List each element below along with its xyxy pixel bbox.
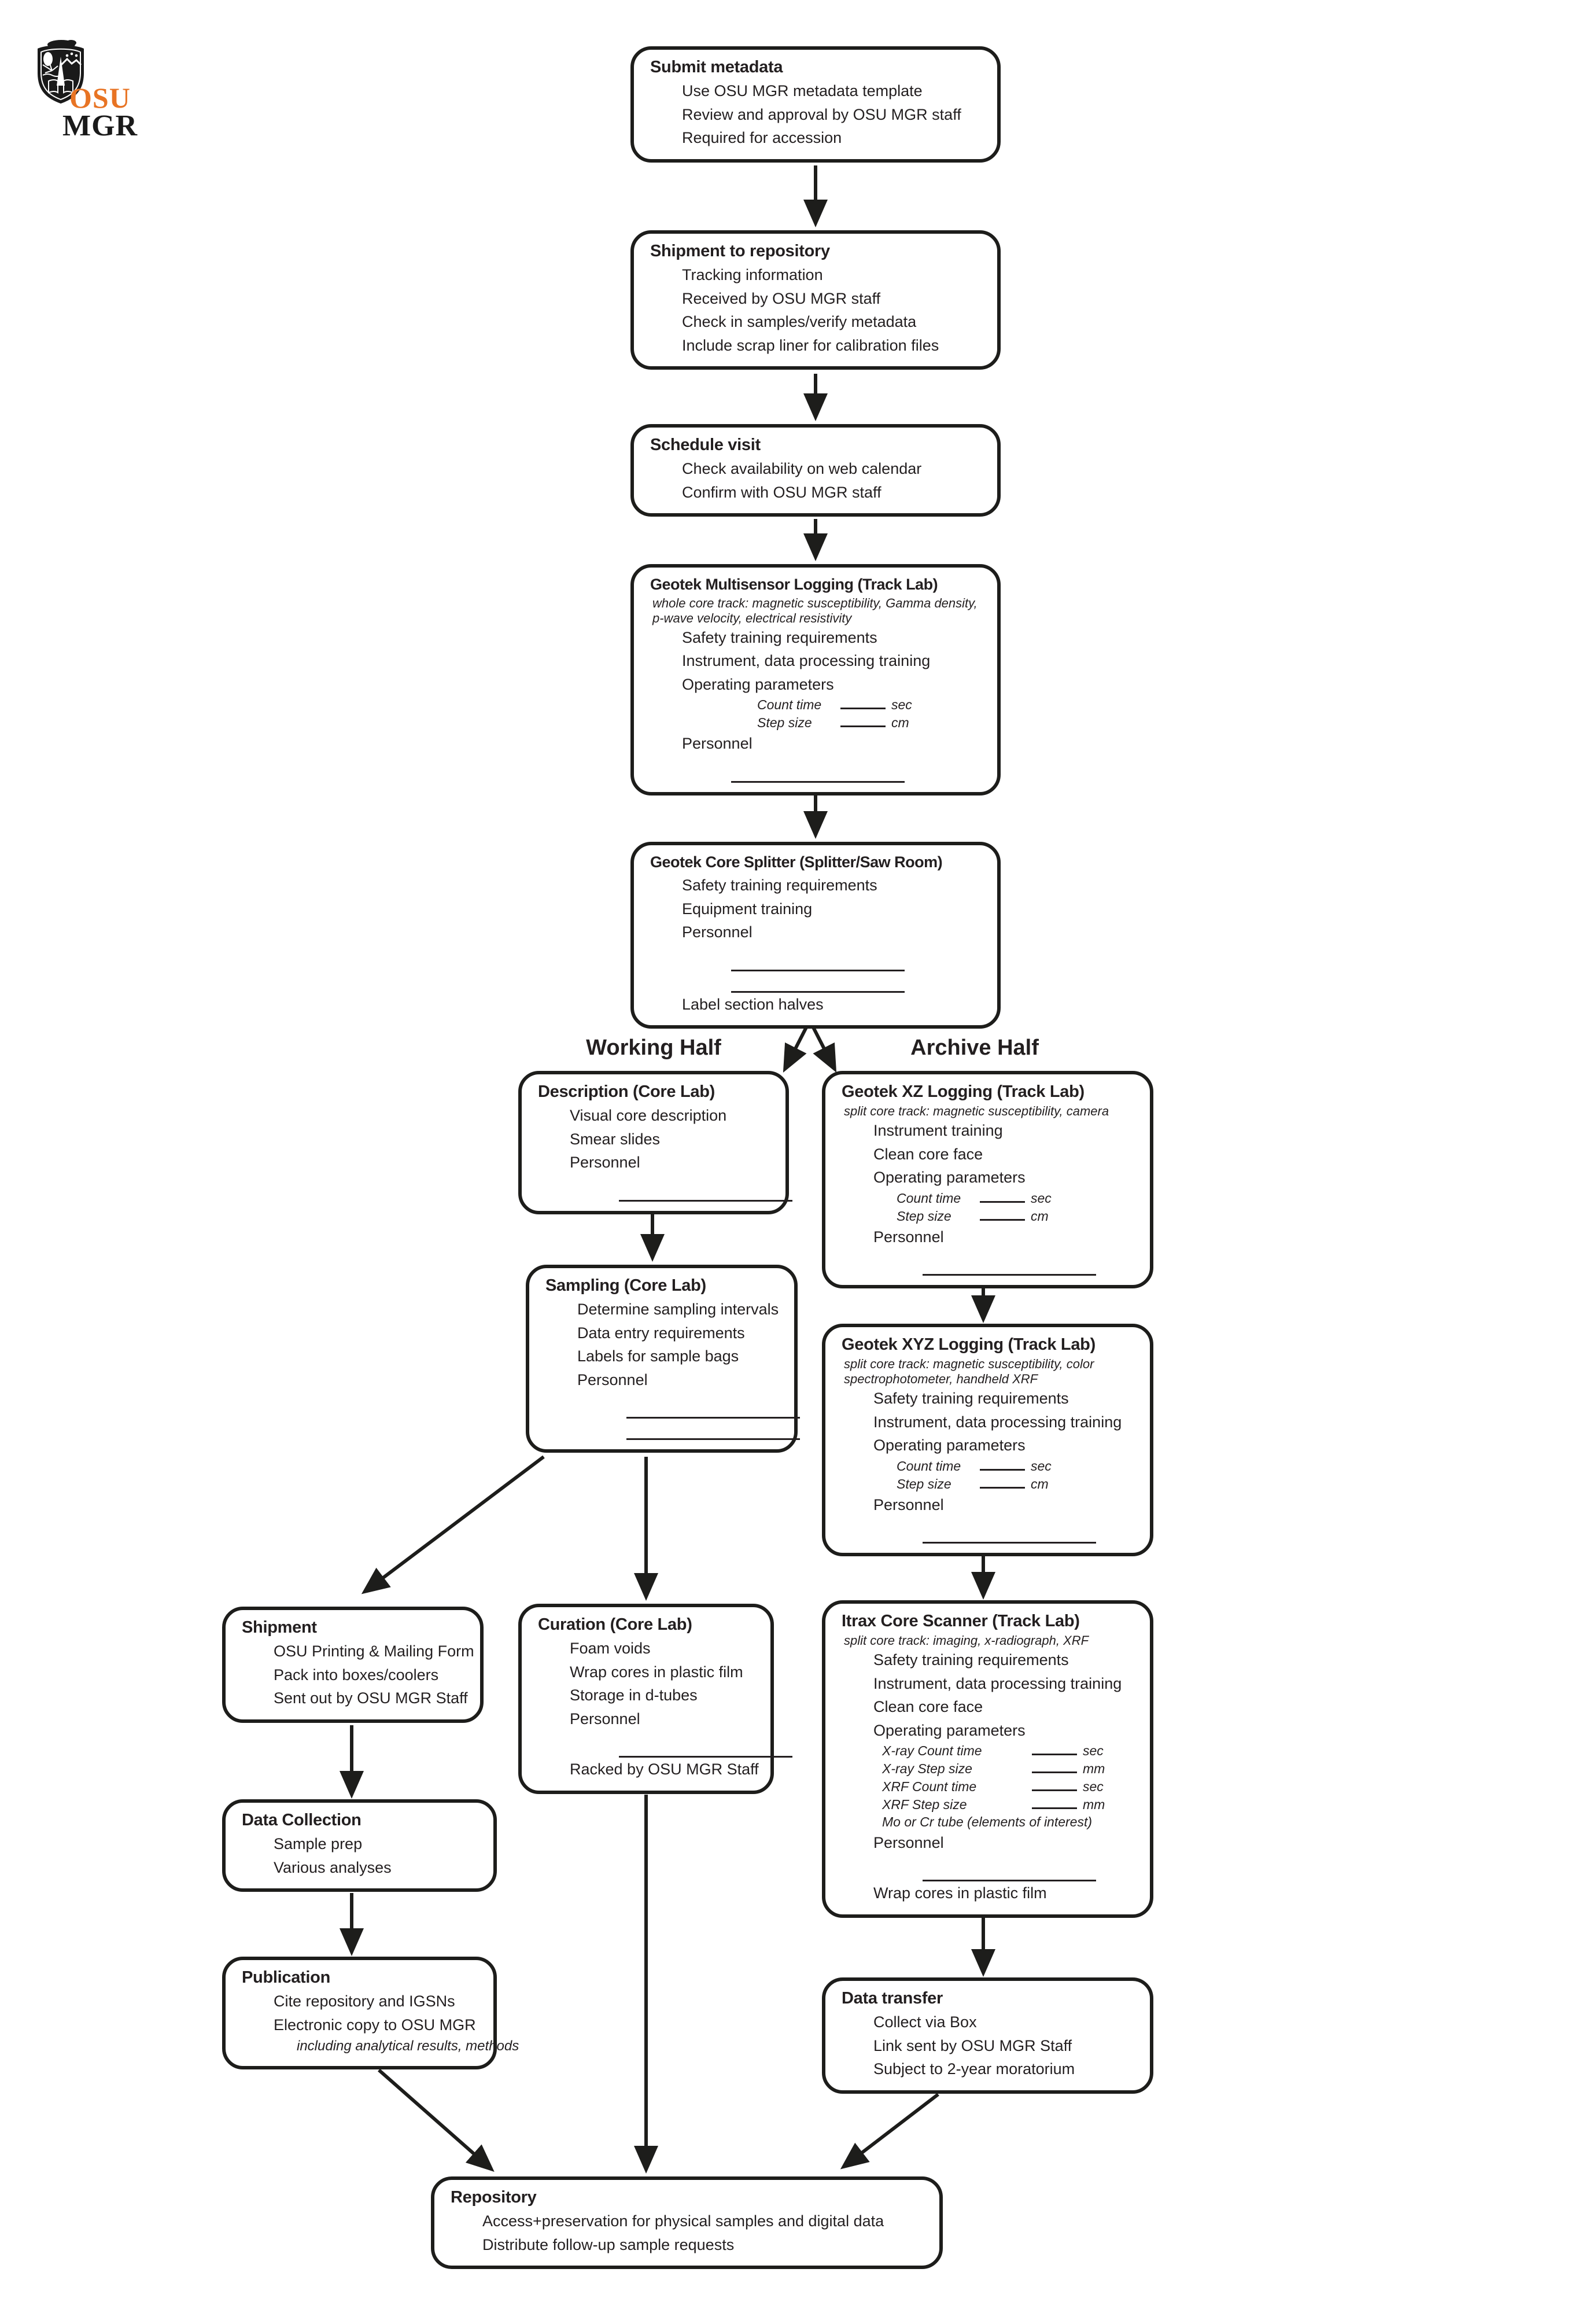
arrow-datatransfer-to-repository <box>844 2094 938 2166</box>
param-unit: cm <box>1031 1208 1049 1224</box>
param-label: Step size <box>897 1476 951 1491</box>
box-item: Wrap cores in plastic film <box>570 1663 743 1681</box>
flow-box-submit-metadata <box>630 46 1001 163</box>
param-label: Step size <box>757 715 812 731</box>
box-item: Cite repository and IGSNs <box>274 1992 455 2010</box>
box-item: Instrument, data processing training <box>682 652 931 670</box>
box-item: Check in samples/verify metadata <box>682 313 917 331</box>
signature-line[interactable] <box>731 976 905 993</box>
box-item: Instrument, data processing training <box>873 1413 1122 1431</box>
box-item: Personnel <box>682 735 753 753</box>
box-subtitle: whole core track: magnetic susceptibility, Gamma density, p-wave velocity, electrical resistivity <box>652 596 978 625</box>
box-item: Electronic copy to OSU MGR <box>274 2016 476 2034</box>
fill-in-blank[interactable] <box>840 714 886 727</box>
box-title: Data Collection <box>242 1811 362 1829</box>
box-title: Itrax Core Scanner (Track Lab) <box>842 1612 1080 1630</box>
param-unit: sec <box>1031 1458 1052 1474</box>
working-half-label: Working Half <box>586 1036 721 1060</box>
signature-line[interactable] <box>923 1259 1096 1276</box>
param-label: Count time <box>897 1458 961 1474</box>
osu-mgr-logo <box>35 37 150 141</box>
box-title: Schedule visit <box>650 436 761 454</box>
fill-in-blank[interactable] <box>1032 1796 1077 1809</box>
arrow-sampling-to-shipment <box>366 1457 544 1591</box>
box-item: Operating parameters <box>873 1721 1026 1739</box>
box-item: Review and approval by OSU MGR staff <box>682 105 961 123</box>
box-item: Tracking information <box>682 266 823 284</box>
box-item: Distribute follow-up sample requests <box>482 2235 735 2253</box>
param-row <box>757 696 981 714</box>
box-item: Labels for sample bags <box>577 1347 739 1365</box>
fill-in-blank[interactable] <box>980 1475 1025 1489</box>
box-item: Collect via Box <box>873 2013 977 2031</box>
param-unit: mm <box>1083 1761 1105 1777</box>
box-item: Operating parameters <box>873 1437 1026 1454</box>
flow-box-geotek-multisensor-logging <box>630 564 1001 795</box>
param-row <box>897 1207 1134 1225</box>
box-item: Confirm with OSU MGR staff <box>682 483 881 501</box>
box-item: OSU Printing & Mailing Form <box>274 1642 474 1660</box>
flow-box-data-transfer <box>822 1977 1153 2094</box>
signature-line[interactable] <box>626 1402 800 1419</box>
param-row <box>882 1796 1134 1814</box>
box-title: Submit metadata <box>650 58 783 76</box>
box-item: Safety training requirements <box>682 876 877 894</box>
box-item: Smear slides <box>570 1130 661 1148</box>
box-title: Shipment <box>242 1618 317 1637</box>
box-item: Clean core face <box>873 1145 983 1163</box>
box-title: Geotek Multisensor Logging (Track Lab) <box>650 576 938 593</box>
flow-box-geotek-core-splitter <box>630 842 1001 1029</box>
param-row <box>757 714 981 732</box>
signature-line[interactable] <box>731 955 905 971</box>
param-unit: sec <box>1031 1190 1052 1206</box>
box-subtitle: split core track: imaging, x-radiograph, XRF <box>844 1633 1089 1648</box>
box-item: Personnel <box>873 1228 944 1246</box>
box-item: Use OSU MGR metadata template <box>682 82 923 100</box>
param-label: XRF Count time <box>882 1779 977 1795</box>
box-title: Shipment to repository <box>650 242 830 260</box>
logo-osu-text: OSU <box>69 82 131 114</box>
box-item: Label section halves <box>682 995 824 1013</box>
param-unit: sec <box>1083 1743 1104 1759</box>
box-item: Subject to 2-year moratorium <box>873 2060 1075 2078</box>
flow-box-curation-core-lab <box>518 1604 774 1794</box>
box-item: Safety training requirements <box>873 1390 1069 1408</box>
box-title: Curation (Core Lab) <box>538 1615 692 1634</box>
param-row <box>882 1814 1134 1831</box>
box-title: Description (Core Lab) <box>538 1082 715 1101</box>
param-row <box>897 1457 1134 1475</box>
box-item: Safety training requirements <box>873 1651 1069 1669</box>
flow-box-publication <box>222 1957 519 2069</box>
flow-box-sampling-core-lab <box>526 1265 798 1453</box>
arrow-publication-to-repository <box>379 2070 490 2168</box>
param-unit: sec <box>891 697 912 713</box>
box-note: including analytical results, methods <box>297 2038 519 2054</box>
box-title: Sampling (Core Lab) <box>545 1276 706 1295</box>
param-label: X-ray Count time <box>882 1743 982 1759</box>
param-label: XRF Step size <box>882 1796 967 1812</box>
param-label: Step size <box>897 1208 951 1224</box>
flow-box-repository <box>431 2176 943 2269</box>
box-subtitle: split core track: magnetic susceptibility, color spectrophotometer, handheld XRF <box>844 1357 1094 1387</box>
param-unit: mm <box>1083 1796 1105 1812</box>
box-item: Foam voids <box>570 1640 651 1658</box>
box-item: Received by OSU MGR staff <box>682 289 881 307</box>
flow-box-shipment <box>222 1607 484 1723</box>
box-item: Clean core face <box>873 1698 983 1716</box>
flow-box-schedule-visit <box>630 424 1001 517</box>
box-item: Sent out by OSU MGR Staff <box>274 1689 468 1707</box>
box-item: Required for accession <box>682 129 842 147</box>
param-row <box>897 1189 1134 1207</box>
logo-mgr-text: MGR <box>62 109 138 142</box>
signature-line[interactable] <box>619 1741 792 1758</box>
box-title: Data transfer <box>842 1989 943 2008</box>
fill-in-blank[interactable] <box>1032 1760 1077 1773</box>
fill-in-blank[interactable] <box>980 1207 1025 1221</box>
param-unit: cm <box>891 715 909 731</box>
flow-box-description-core-lab <box>518 1071 789 1214</box>
box-item: Personnel <box>682 923 753 941</box>
flow-box-geotek-xz-logging <box>822 1071 1153 1288</box>
param-row <box>897 1475 1134 1493</box>
box-item: Instrument training <box>873 1122 1003 1140</box>
box-item: Personnel <box>570 1154 640 1172</box>
box-item: Visual core description <box>570 1107 727 1125</box>
flow-box-shipment-to-repository <box>630 230 1001 370</box>
param-label: Count time <box>757 697 822 713</box>
archive-half-label: Archive Half <box>910 1036 1039 1060</box>
box-title: Geotek XZ Logging (Track Lab) <box>842 1082 1085 1101</box>
box-item: Safety training requirements <box>682 628 877 646</box>
signature-line[interactable] <box>731 766 905 783</box>
box-item: Storage in d-tubes <box>570 1686 698 1704</box>
fill-in-blank[interactable] <box>980 1189 1025 1203</box>
fill-in-blank[interactable] <box>1032 1742 1077 1755</box>
flow-box-data-collection <box>222 1799 497 1892</box>
fill-in-blank[interactable] <box>840 696 886 709</box>
box-item: Racked by OSU MGR Staff <box>570 1761 759 1778</box>
flow-box-itrax-core-scanner <box>822 1600 1153 1918</box>
box-item: Instrument, data processing training <box>873 1674 1122 1692</box>
box-item: Include scrap liner for calibration files <box>682 336 939 354</box>
box-subtitle: split core track: magnetic susceptibility, camera <box>844 1104 1109 1119</box>
box-item: Link sent by OSU MGR Staff <box>873 2036 1072 2054</box>
box-item: Determine sampling intervals <box>577 1301 779 1318</box>
box-item: Sample prep <box>274 1835 363 1853</box>
signature-line[interactable] <box>626 1423 800 1440</box>
param-row <box>882 1778 1134 1796</box>
box-item: Personnel <box>873 1496 944 1513</box>
signature-line[interactable] <box>619 1185 792 1202</box>
box-item: Personnel <box>873 1833 944 1851</box>
box-item: Equipment training <box>682 900 813 918</box>
box-item: Wrap cores in plastic film <box>873 1884 1047 1902</box>
signature-line[interactable] <box>923 1865 1096 1881</box>
box-title: Geotek Core Splitter (Splitter/Saw Room) <box>650 853 943 871</box>
param-unit: cm <box>1031 1476 1049 1491</box>
box-title: Geotek XYZ Logging (Track Lab) <box>842 1335 1096 1354</box>
param-label: Count time <box>897 1190 961 1206</box>
box-item: Pack into boxes/coolers <box>274 1666 439 1684</box>
flow-box-geotek-xyz-logging <box>822 1324 1153 1556</box>
box-item: Check availability on web calendar <box>682 460 922 478</box>
box-item: Various analyses <box>274 1858 392 1876</box>
box-item: Personnel <box>577 1371 648 1388</box>
signature-line[interactable] <box>923 1527 1096 1544</box>
param-row <box>882 1760 1134 1778</box>
fill-in-blank[interactable] <box>980 1457 1025 1471</box>
fill-in-blank[interactable] <box>1032 1778 1077 1791</box>
box-item: Operating parameters <box>873 1169 1026 1187</box>
box-item: Access+preservation for physical samples and digital data <box>482 2212 884 2230</box>
box-title: Repository <box>451 2188 537 2207</box>
box-item: Data entry requirements <box>577 1324 745 1342</box>
param-label: Mo or Cr tube (elements of interest) <box>882 1814 1093 1829</box>
box-title: Publication <box>242 1968 330 1987</box>
box-item: Operating parameters <box>682 675 834 693</box>
param-unit: sec <box>1083 1779 1104 1795</box>
param-label: X-ray Step size <box>882 1761 972 1777</box>
param-row <box>882 1742 1134 1760</box>
box-item: Personnel <box>570 1710 640 1728</box>
